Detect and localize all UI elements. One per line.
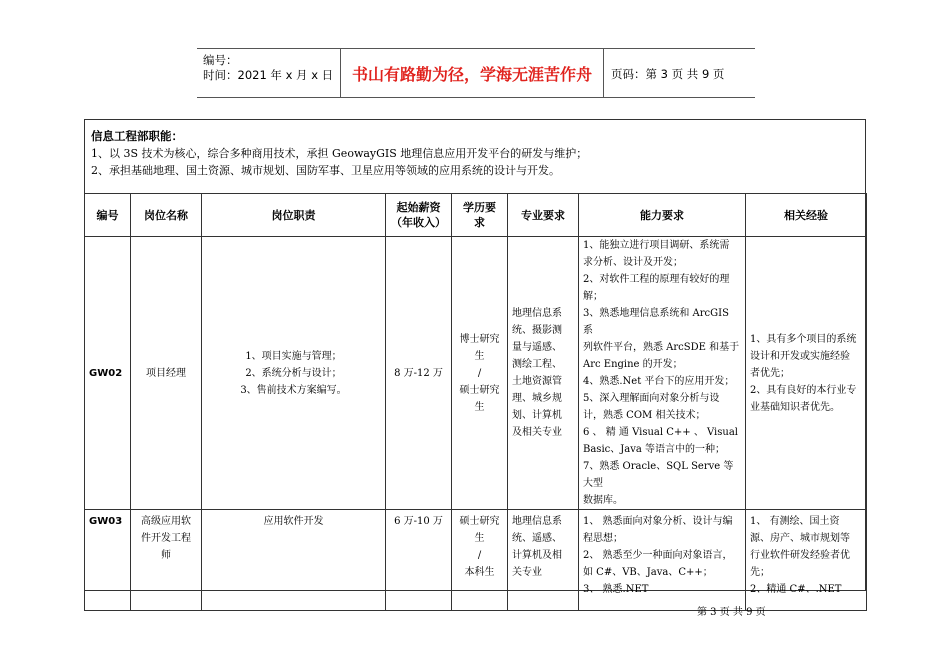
cell-line: 高级应用软 (141, 516, 191, 527)
col-header-duty: 岗位职责 (202, 194, 386, 237)
cell-line: 统、摄影测 (512, 325, 562, 336)
cell-major (508, 237, 579, 510)
intro-line-2: 2、承担基础地理、国土资源、城市规划、国防军事、卫星应用等领域的应用系统的设计与开发。 (91, 164, 560, 177)
job-description-frame (84, 119, 866, 595)
cell-line: 生 (474, 533, 485, 544)
col-header-experience: 相关经验 (746, 194, 867, 237)
cell-salary: 8 万-12 万 (386, 237, 452, 510)
cell-line: / (477, 367, 482, 379)
cell-line: 3、熟悉地理信息系统和 ArcGIS 系 (583, 308, 729, 336)
col-header-ability: 能力要求 (579, 194, 746, 237)
header-motto: 书山有路勤为径，学海无涯苦作舟 (340, 49, 604, 97)
cell-line: 件开发工程 (141, 533, 191, 544)
cell-line: 求分析、设计及开发； (583, 257, 683, 268)
table-header-row (85, 194, 867, 237)
cell-line: 应用软件开发 (263, 516, 324, 527)
cell-education (452, 237, 508, 510)
cell-line: 土地资源管 (512, 376, 562, 387)
cell-duty (202, 510, 386, 611)
cell-experience (746, 237, 867, 510)
cell-line: 2、精通 C#、.NET (750, 584, 842, 595)
cell-line: 理、城乡规 (512, 393, 562, 404)
cell-experience (746, 510, 867, 611)
cell-salary: 6 万-10 万 (386, 510, 452, 611)
department-intro (91, 128, 587, 179)
cell-line: 解； (583, 291, 603, 302)
cell-code: GW02 (85, 237, 131, 510)
cell-line: 生 (474, 401, 485, 413)
cell-line: 设计和开发或实施经验 (750, 350, 850, 362)
cell-line: 源、房产、城市规划等 (750, 533, 850, 544)
cell-line: 1、 有测绘、国土资 (750, 516, 840, 527)
positions-table (84, 193, 867, 611)
cell-line: 统、遥感、 (512, 533, 562, 544)
cell-line: 2、对软件工程的原理有较好的理 (583, 274, 730, 285)
cell-line: 师 (161, 550, 171, 561)
cell-ability (579, 510, 746, 611)
cell-line: 1、具有多个项目的系统 (750, 333, 857, 345)
cell-line: 2、具有良好的本行业专 (750, 384, 857, 396)
cell-line: 业基础知识者优先。 (750, 401, 840, 413)
col-header-edu-line2: 求 (474, 216, 485, 229)
page-footer: 第 3 页 共 9 页 (697, 607, 766, 618)
cell-line: 者优先； (750, 367, 790, 379)
cell-line: 博士研究 (459, 333, 500, 345)
cell-line: 关专业 (512, 567, 542, 578)
cell-line: 1、 熟悉面向对象分析、设计与编 (583, 516, 733, 527)
cell-line: 本科生 (464, 567, 495, 578)
cell-line: 计，熟悉 COM 相关技术； (583, 410, 706, 421)
cell-line: 3、售前技术方案编写。 (240, 384, 347, 396)
intro-title: 信息工程部职能： (91, 129, 183, 143)
cell-line: 地理信息系 (512, 308, 562, 319)
cell-line: 程思想； (583, 533, 623, 544)
cell-line: 1、项目实施与管理； (245, 350, 342, 362)
header-page-code: 页码：第 3 页 共 9 页 (611, 67, 725, 81)
cell-line: 硕士研究 (459, 384, 500, 396)
col-header-edu-line1: 学历要 (463, 201, 496, 214)
cell-education (452, 510, 508, 611)
document-header (197, 48, 755, 98)
intro-line-1: 1、以 3S 技术为核心，综合多种商用技术，承担 GeowayGIS 地理信息应用开发平台的研发与维护； (91, 147, 588, 160)
cell-line: Basic、Java 等语言中的一种； (583, 444, 726, 455)
cell-duty (202, 237, 386, 510)
doc-number-label: 编号： (203, 53, 238, 67)
cell-position-name (131, 510, 202, 611)
cell-ability (579, 237, 746, 510)
col-header-name: 岗位名称 (131, 194, 202, 237)
col-header-major: 专业要求 (508, 194, 579, 237)
cell-major (508, 510, 579, 611)
table-row (85, 237, 867, 510)
cell-line: 计算机及相 (512, 550, 562, 561)
cell-line: 1、能独立进行项目调研、系统需 (583, 240, 730, 251)
cell-line: 3、 熟悉.NET (583, 584, 649, 595)
cell-line: 先； (750, 567, 770, 578)
cell-line: 如 C#、VB、Java、C++； (583, 567, 713, 578)
cell-line: 量与遥感、 (512, 342, 562, 353)
cell-line: 硕士研究 (459, 516, 500, 527)
cell-line: 2、系统分析与设计； (245, 367, 342, 379)
cell-line: 7、熟悉 Oracle、SQL Serve 等大型 (583, 461, 734, 489)
cell-line: 5、深入理解面向对象分析与设 (583, 393, 720, 404)
col-header-salary-line2: （年收入） (391, 216, 446, 229)
table-row (85, 510, 867, 611)
cell-line: 4、熟悉.Net 平台下的应用开发； (583, 376, 735, 387)
cell-line: 数据库。 (583, 495, 623, 506)
col-header-salary (386, 194, 452, 237)
cell-code: GW03 (85, 510, 131, 611)
cell-line: 2、 熟悉至少一种面向对象语言， (583, 550, 733, 561)
cell-line: 6 、 精 通 Visual C++ 、 Visual (583, 427, 738, 438)
cell-line: Arc Engine 的开发； (583, 359, 683, 370)
cell-line: 测绘工程、 (512, 359, 562, 370)
cell-line: 列软件平台，熟悉 ArcSDE 和基于 (583, 342, 740, 353)
header-meta (203, 49, 341, 97)
cell-position-name: 项目经理 (131, 237, 202, 510)
cell-line: / (477, 550, 482, 561)
cell-line: 行业软件研发经验者优 (750, 550, 850, 561)
cell-line: 地理信息系 (512, 516, 562, 527)
cell-line: 划、计算机 (512, 410, 562, 421)
col-header-education (452, 194, 508, 237)
col-header-code: 编号 (85, 194, 131, 237)
col-header-salary-line1: 起始薪资 (396, 201, 441, 214)
cell-line: 及相关专业 (512, 427, 562, 438)
doc-time: 时间：2021 年 x 月 x 日 (203, 68, 334, 82)
cell-line: 生 (474, 350, 485, 362)
